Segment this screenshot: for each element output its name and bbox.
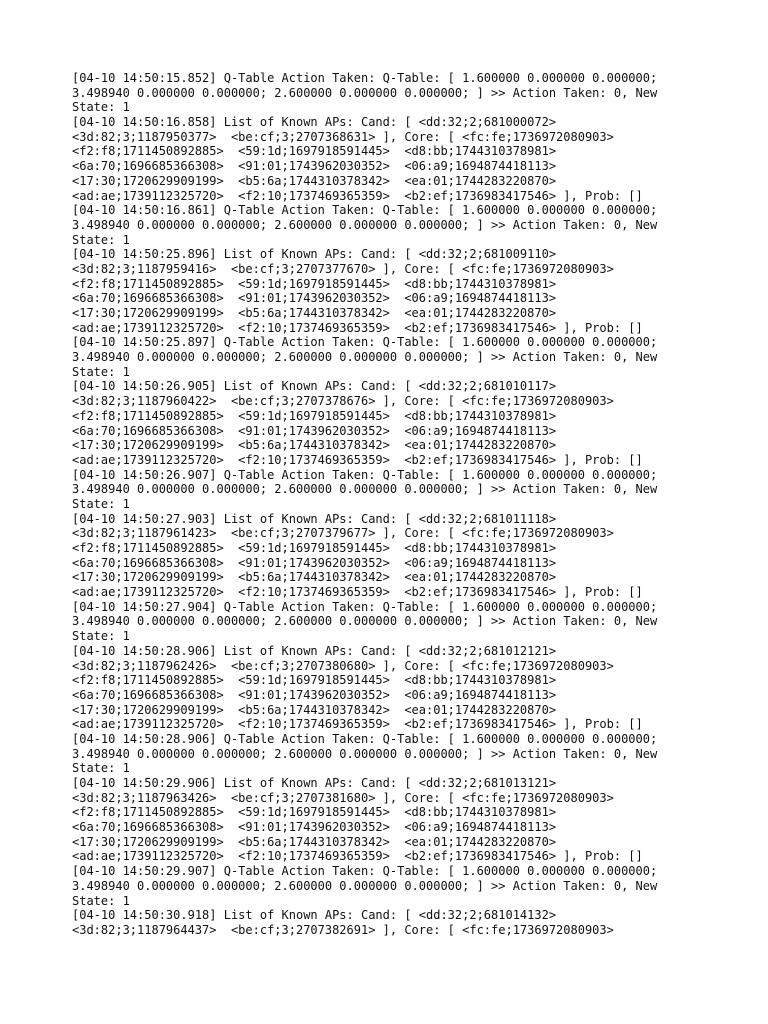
log-line: <3d:82;3;1187950377> <be:cf;3;2707368631> ], Core: [ <fc:fe;1736972080903> bbox=[72, 129, 614, 144]
log-line: [04-10 14:50:25.897] Q-Table Action Taken: Q-Table: [ 1.600000 0.000000 0.000000; bbox=[72, 335, 658, 350]
log-line: <6a:70;1696685366308> <91:01;1743962030352> <06:a9;1694874418113> bbox=[72, 291, 557, 306]
log-line: <6a:70;1696685366308> <91:01;1743962030352> <06:a9;1694874418113> bbox=[72, 159, 557, 174]
log-line: [04-10 14:50:29.907] Q-Table Action Taken: Q-Table: [ 1.600000 0.000000 0.000000; bbox=[72, 864, 658, 879]
log-line: [04-10 14:50:29.906] List of Known APs: Cand: [ <dd:32;2;681013121> bbox=[72, 776, 557, 790]
log-line: <3d:82;3;1187961423> <be:cf;3;2707379677> ], Core: [ <fc:fe;1736972080903> bbox=[72, 526, 614, 541]
log-line: <3d:82;3;1187962426> <be:cf;3;2707380680> ], Core: [ <fc:fe;1736972080903> bbox=[72, 658, 614, 673]
log-line: <17:30;1720629909199> <b5:6a;1744310378342> <ea:01;1744283220870> bbox=[72, 306, 557, 320]
log-line: <6a:70;1696685366308> <91:01;1743962030352> <06:a9;1694874418113> bbox=[72, 555, 557, 570]
log-line: State: 1 bbox=[72, 100, 130, 115]
log-line: <f2:f8;1711450892885> <59:1d;1697918591445> <d8:bb;1744310378981> bbox=[72, 673, 557, 688]
log-line: 3.498940 0.000000 0.000000; 2.600000 0.000000 0.000000; ] >> Action Taken: 0, New bbox=[72, 217, 658, 232]
log-line: 3.498940 0.000000 0.000000; 2.600000 0.000000 0.000000; ] >> Action Taken: 0, New bbox=[72, 746, 658, 761]
log-line: [04-10 14:50:27.904] Q-Table Action Taken: Q-Table: [ 1.600000 0.000000 0.000000; bbox=[72, 599, 658, 614]
log-line: State: 1 bbox=[72, 629, 130, 644]
log-line: 3.498940 0.000000 0.000000; 2.600000 0.000000 0.000000; ] >> Action Taken: 0, New bbox=[72, 482, 658, 497]
log-line: 3.498940 0.000000 0.000000; 2.600000 0.000000 0.000000; ] >> Action Taken: 0, New bbox=[72, 85, 658, 100]
log-line: State: 1 bbox=[72, 893, 130, 908]
log-line: <17:30;1720629909199> <b5:6a;1744310378342> <ea:01;1744283220870> bbox=[72, 570, 557, 585]
log-line: <3d:82;3;1187959416> <be:cf;3;2707377670> ], Core: [ <fc:fe;1736972080903> bbox=[72, 261, 614, 276]
log-line: 3.498940 0.000000 0.000000; 2.600000 0.000000 0.000000; ] >> Action Taken: 0, New bbox=[72, 614, 658, 629]
log-line: <f2:f8;1711450892885> <59:1d;1697918591445> <d8:bb;1744310378981> bbox=[72, 408, 557, 423]
log-line: [04-10 14:50:26.907] Q-Table Action Taken: Q-Table: [ 1.600000 0.000000 0.000000; bbox=[72, 467, 658, 482]
log-line: <f2:f8;1711450892885> <59:1d;1697918591445> <d8:bb;1744310378981> bbox=[72, 144, 557, 159]
log-line: [04-10 14:50:30.918] List of Known APs: Cand: [ <dd:32;2;681014132> bbox=[72, 908, 557, 923]
log-line: <ad:ae;1739112325720> <f2:10;1737469365359> <b2:ef;1736983417546> ], Prob: [] bbox=[72, 849, 643, 864]
log-line: 3.498940 0.000000 0.000000; 2.600000 0.000000 0.000000; ] >> Action Taken: 0, New bbox=[72, 350, 658, 365]
log-line: <ad:ae;1739112325720> <f2:10;1737469365359> <b2:ef;1736983417546> ], Prob: [] bbox=[72, 717, 643, 732]
log-line: <6a:70;1696685366308> <91:01;1743962030352> <06:a9;1694874418113> bbox=[72, 820, 557, 835]
log-line: State: 1 bbox=[72, 761, 130, 776]
log-line: [04-10 14:50:27.903] List of Known APs: Cand: [ <dd:32;2;681011118> bbox=[72, 511, 557, 526]
log-line: <3d:82;3;1187964437> <be:cf;3;2707382691> ], Core: [ <fc:fe;1736972080903> bbox=[72, 922, 614, 937]
log-line: <ad:ae;1739112325720> <f2:10;1737469365359> <b2:ef;1736983417546> ], Prob: [] bbox=[72, 320, 643, 335]
log-line: <3d:82;3;1187963426> <be:cf;3;2707381680> ], Core: [ <fc:fe;1736972080903> bbox=[72, 790, 614, 805]
log-line: [04-10 14:50:16.858] List of Known APs: Cand: [ <dd:32;2;681000072> bbox=[72, 115, 557, 130]
log-line: State: 1 bbox=[72, 496, 130, 511]
log-line: <ad:ae;1739112325720> <f2:10;1737469365359> <b2:ef;1736983417546> ], Prob: [] bbox=[72, 585, 643, 600]
log-line: 3.498940 0.000000 0.000000; 2.600000 0.000000 0.000000; ] >> Action Taken: 0, New bbox=[72, 878, 658, 893]
log-line: <6a:70;1696685366308> <91:01;1743962030352> <06:a9;1694874418113> bbox=[72, 423, 557, 438]
log-line: [04-10 14:50:28.906] Q-Table Action Taken: Q-Table: [ 1.600000 0.000000 0.000000; bbox=[72, 731, 658, 746]
log-line: [04-10 14:50:25.896] List of Known APs: Cand: [ <dd:32;2;681009110> bbox=[72, 247, 557, 262]
log-line: [04-10 14:50:15.852] Q-Table Action Taken: Q-Table: [ 1.600000 0.000000 0.000000; bbox=[72, 71, 658, 85]
log-line: <f2:f8;1711450892885> <59:1d;1697918591445> <d8:bb;1744310378981> bbox=[72, 276, 557, 291]
log-line: [04-10 14:50:28.906] List of Known APs: Cand: [ <dd:32;2;681012121> bbox=[72, 643, 557, 658]
log-line: <ad:ae;1739112325720> <f2:10;1737469365359> <b2:ef;1736983417546> ], Prob: [] bbox=[72, 188, 643, 203]
log-line: [04-10 14:50:16.861] Q-Table Action Taken: Q-Table: [ 1.600000 0.000000 0.000000; bbox=[72, 203, 658, 218]
log-line: <f2:f8;1711450892885> <59:1d;1697918591445> <d8:bb;1744310378981> bbox=[72, 541, 557, 555]
log-line: <17:30;1720629909199> <b5:6a;1744310378342> <ea:01;1744283220870> bbox=[72, 702, 557, 717]
log-line: <6a:70;1696685366308> <91:01;1743962030352> <06:a9;1694874418113> bbox=[72, 687, 557, 702]
log-line: <17:30;1720629909199> <b5:6a;1744310378342> <ea:01;1744283220870> bbox=[72, 438, 557, 453]
log-text-block bbox=[72, 71, 692, 938]
log-line: State: 1 bbox=[72, 364, 130, 379]
log-line: <f2:f8;1711450892885> <59:1d;1697918591445> <d8:bb;1744310378981> bbox=[72, 805, 557, 820]
log-line: <3d:82;3;1187960422> <be:cf;3;2707378676> ], Core: [ <fc:fe;1736972080903> bbox=[72, 394, 614, 409]
log-line: <17:30;1720629909199> <b5:6a;1744310378342> <ea:01;1744283220870> bbox=[72, 173, 557, 188]
log-line: State: 1 bbox=[72, 232, 130, 247]
log-line: <17:30;1720629909199> <b5:6a;1744310378342> <ea:01;1744283220870> bbox=[72, 834, 557, 849]
log-line: <ad:ae;1739112325720> <f2:10;1737469365359> <b2:ef;1736983417546> ], Prob: [] bbox=[72, 452, 643, 467]
log-line: [04-10 14:50:26.905] List of Known APs: Cand: [ <dd:32;2;681010117> bbox=[72, 379, 557, 394]
